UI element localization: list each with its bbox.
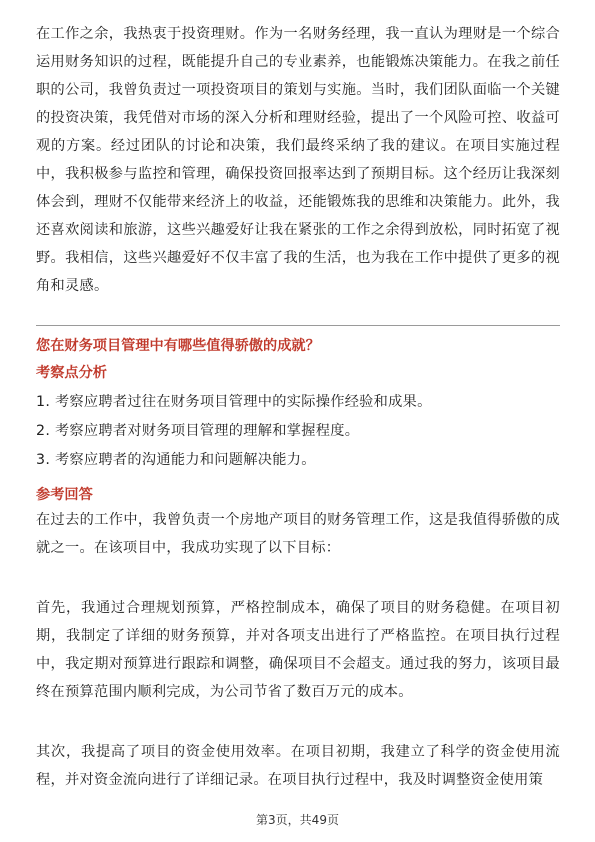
analysis-point: 3. 考察应聘者的沟通能力和问题解决能力。: [36, 452, 316, 468]
answer-paragraph: 在过去的工作中，我曾负责一个房地产项目的财务管理工作，这是我值得骄傲的成就之一。在该项目中，我成功实现了以下目标：: [36, 512, 560, 556]
analysis-label: 考察点分析: [36, 365, 107, 381]
answer-paragraph: 首先，我通过合理规划预算，严格控制成本，确保了项目的财务稳健。在项目初期，我制定了详细的财务预算，并对各项支出进行了严格监控。在项目执行过程中，我定期对预算进行跟踪和调整，确保项目不会超支。通过我的努力，该项目最终在预算范围内顺利完成，为公司节省了数百万元的成本。: [36, 600, 560, 700]
page-number-footer: 第3页，共49页: [256, 813, 339, 827]
analysis-point: 1. 考察应聘者过往在财务项目管理中的实际操作经验和成果。: [36, 394, 432, 410]
answer-label: 参考回答: [36, 487, 93, 503]
question-heading: 您在财务项目管理中有哪些值得骄傲的成就？: [36, 338, 320, 354]
analysis-point: 2. 考察应聘者对财务项目管理的理解和掌握程度。: [36, 423, 360, 439]
answer-paragraph: 其次，我提高了项目的资金使用效率。在项目初期，我建立了科学的资金使用流程，并对资金流向进行了详细记录。在项目执行过程中，我及时调整资金使用策: [36, 744, 560, 788]
analysis-points: [36, 388, 560, 475]
intro-paragraph: 在工作之余，我热衷于投资理财。作为一名财务经理，我一直认为理财是一个综合运用财务知识的过程，既能提升自己的专业素养，也能锻炼决策能力。在我之前任职的公司，我曾负责过一项投资项目的策划与实施。当时，我们团队面临一个关键的投资决策，我凭借对市场的深入分析和理财经验，提出了一个风险可控、收益可观的方案。经过团队的讨论和决策，我们最终采纳了我的建议。在项目实施过程中，我积极参与监控和管理，确保投资回报率达到了预期目标。这个经历让我深刻体会到，理财不仅能带来经济上的收益，还能锻炼我的思维和决策能力。此外，我还喜欢阅读和旅游，这些兴趣爱好让我在紧张的工作之余得到放松，同时拓宽了视野。我相信，这些兴趣爱好不仅丰富了我的生活，也为我在工作中提供了更多的视角和灵感。: [36, 26, 560, 294]
section-divider: [36, 325, 560, 326]
